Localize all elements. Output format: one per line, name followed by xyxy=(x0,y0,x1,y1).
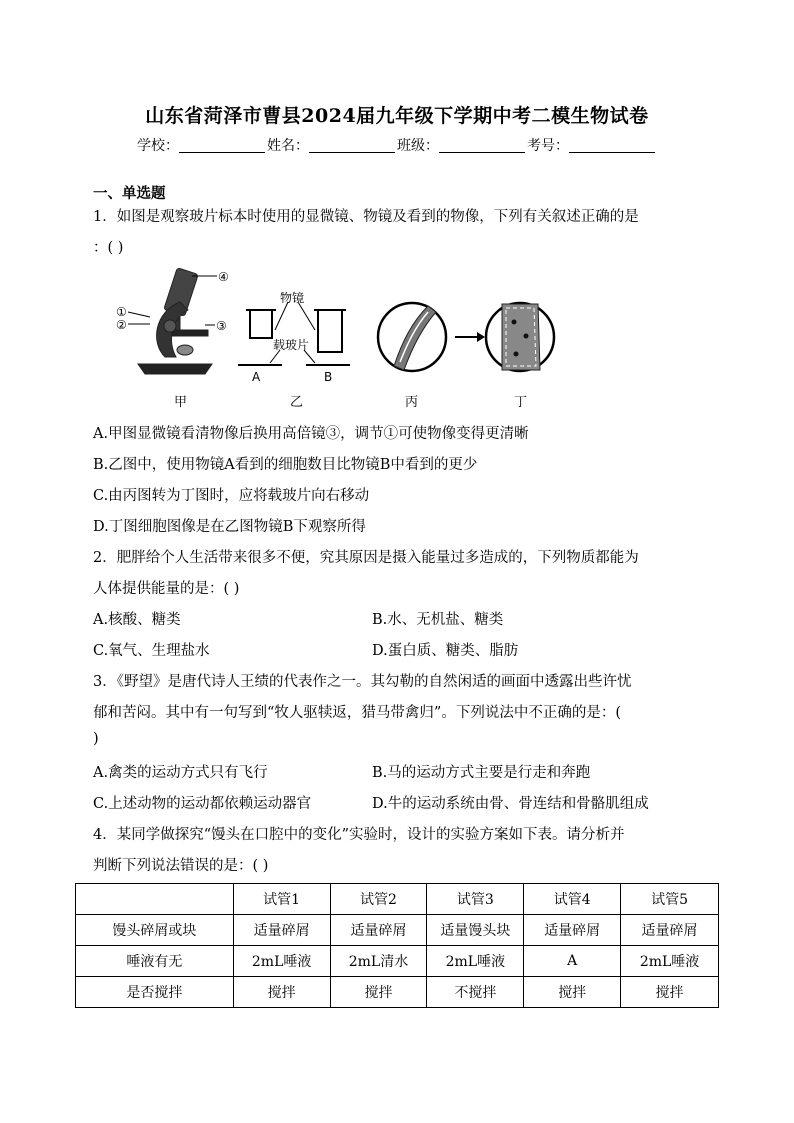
table-cell: 2mL唾液 xyxy=(621,946,719,977)
q3-stem-line3: ) xyxy=(93,731,99,747)
label-2: ② xyxy=(116,318,127,332)
caption-jia: 甲 xyxy=(174,395,188,410)
table-cell: 试管4 xyxy=(524,884,621,915)
exam-title: 山东省菏泽市曹县2024届九年级下学期中考二模生物试卷 xyxy=(145,105,649,127)
class-blank[interactable] xyxy=(439,138,525,153)
q3-option-b[interactable]: B.马的运动方式主要是行走和奔跑 xyxy=(372,765,591,781)
arrow-icon xyxy=(455,332,485,342)
q2-stem-line2: 人体提供能量的是：( ) xyxy=(93,581,240,597)
label-4: ④ xyxy=(218,270,229,284)
table-cell: 试管1 xyxy=(233,884,330,915)
objective-a-label: A xyxy=(252,370,261,384)
table-cell: 适量馒头块 xyxy=(427,915,524,946)
table-cell: 是否搅拌 xyxy=(76,977,234,1008)
q1-stem-line2: ：( ) xyxy=(93,240,124,256)
table-cell: 2mL清水 xyxy=(330,946,427,977)
q2-option-a[interactable]: A.核酸、糖类 xyxy=(93,612,181,628)
q1-stem-line1: 1．如图是观察玻片标本时使用的显微镜、物镜及看到的物像，下列有关叙述正确的是 xyxy=(93,209,639,225)
q1-option-d[interactable]: D.丁图细胞图像是在乙图物镜B下观察所得 xyxy=(93,519,366,535)
caption-bing: 丙 xyxy=(405,395,419,410)
slide-label: 载玻片 xyxy=(273,338,310,352)
table-cell: 搅拌 xyxy=(524,977,621,1008)
table-cell: 馒头碎屑或块 xyxy=(76,915,234,946)
q3-option-c[interactable]: C.上述动物的运动都依赖运动器官 xyxy=(93,796,312,812)
objective-lenses-drawing xyxy=(238,302,350,365)
q2-option-d[interactable]: D.蛋白质、糖类、脂肪 xyxy=(372,643,519,659)
table-row xyxy=(76,915,719,946)
objective-label: 物镜 xyxy=(280,291,305,305)
table-cell: 适量碎屑 xyxy=(233,915,330,946)
table-cell: A xyxy=(524,946,621,977)
label-1: ① xyxy=(116,305,127,319)
q3-option-a[interactable]: A.禽类的运动方式只有飞行 xyxy=(93,765,268,781)
caption-yi: 乙 xyxy=(290,395,304,410)
label-3: ③ xyxy=(216,319,227,333)
q3-stem-line1: 3．《野望》是唐代诗人王绩的代表作之一。其勾勒的自然闲适的画面中透露出些许忧 xyxy=(93,674,632,690)
caption-ding: 丁 xyxy=(514,395,528,410)
q4-stem-line1: 4．某同学做探究“馒头在口腔中的变化”实验时，设计的实验方案如下表。请分析并 xyxy=(93,827,625,843)
table-cell: 唾液有无 xyxy=(76,946,234,977)
name-blank[interactable] xyxy=(309,138,395,153)
q1-option-c[interactable]: C.由丙图转为丁图时，应将载玻片向右移动 xyxy=(93,488,370,504)
table-row xyxy=(76,884,719,915)
microscope-drawing xyxy=(128,268,217,374)
school-label: 学校： xyxy=(137,138,179,154)
table-cell xyxy=(76,884,234,915)
table-row xyxy=(76,946,719,977)
table-cell: 试管3 xyxy=(427,884,524,915)
q3-option-d[interactable]: D.牛的运动系统由骨、骨连结和骨骼肌组成 xyxy=(372,796,649,812)
table-cell: 搅拌 xyxy=(233,977,330,1008)
table-cell: 不搅拌 xyxy=(427,977,524,1008)
table-cell: 适量碎屑 xyxy=(524,915,621,946)
q2-stem-line1: 2．肥胖给个人生活带来很多不便，究其原因是摄入能量过多造成的，下列物质都能为 xyxy=(93,550,639,566)
table-cell: 2mL唾液 xyxy=(233,946,330,977)
section-heading: 一、单选题 xyxy=(93,185,166,202)
table-cell: 试管2 xyxy=(330,884,427,915)
table-cell: 适量碎屑 xyxy=(621,915,719,946)
table-cell: 搅拌 xyxy=(621,977,719,1008)
exam-number-label: 考号： xyxy=(527,138,569,154)
view-d-drawing xyxy=(486,303,554,371)
experiment-table xyxy=(75,883,719,1008)
table-row xyxy=(76,977,719,1008)
q1-option-b[interactable]: B.乙图中，使用物镜A看到的细胞数目比物镜B中看到的更少 xyxy=(93,457,478,473)
q1-option-a[interactable]: A.甲图显微镜看清物像后换用高倍镜③，调节①可使物像变得更清晰 xyxy=(93,426,529,442)
q4-stem-line2: 判断下列说法错误的是：( ) xyxy=(93,858,269,874)
q2-option-b[interactable]: B.水、无机盐、糖类 xyxy=(372,612,504,628)
exam-number-blank[interactable] xyxy=(569,138,655,153)
table-cell: 搅拌 xyxy=(330,977,427,1008)
class-label: 班级： xyxy=(397,138,439,154)
table-cell: 试管5 xyxy=(621,884,719,915)
student-info-line xyxy=(0,135,794,155)
school-blank[interactable] xyxy=(179,138,265,153)
q3-stem-line2: 郁和苦闷。其中有一句写到“牧人驱犊返，猎马带禽归”。下列说法中不正确的是：( xyxy=(93,705,621,721)
q1-figure xyxy=(110,262,560,412)
objective-b-label: B xyxy=(324,370,333,384)
table-cell: 适量碎屑 xyxy=(330,915,427,946)
table-cell: 2mL唾液 xyxy=(427,946,524,977)
view-c-drawing xyxy=(378,303,446,371)
q2-option-c[interactable]: C.氧气、生理盐水 xyxy=(93,643,210,659)
name-label: 姓名： xyxy=(267,138,309,154)
